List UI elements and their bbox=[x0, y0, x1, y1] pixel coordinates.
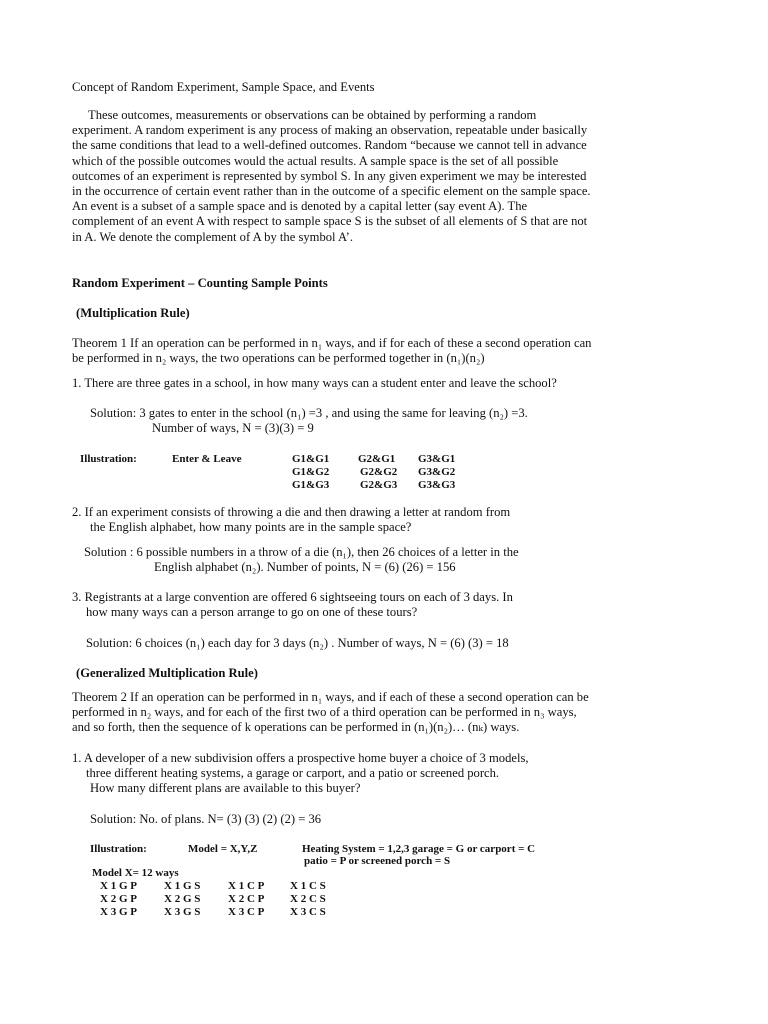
illustration-cell: G3&G2 bbox=[418, 466, 456, 478]
illustration-column-label: Enter & Leave bbox=[172, 453, 242, 465]
illustration-cell: G3&G3 bbox=[418, 479, 456, 491]
illustration-patio: patio = P or screened porch = S bbox=[304, 855, 451, 867]
question-1-solution bbox=[90, 406, 528, 436]
illustration-heating: Heating System = 1,2,3 garage = G or carport = C bbox=[302, 843, 536, 855]
question-2-solution bbox=[84, 545, 519, 575]
illustration-model-x: Model X= 12 ways bbox=[92, 867, 179, 879]
intro-line: experiment. A random experiment is any process of making an observation, repeatable under basically bbox=[72, 123, 588, 138]
illustration-cell: X 2 G S bbox=[164, 893, 201, 905]
intro-line: in the occurrence of certain event rather than in the outcome of a specific element on the sample space. bbox=[72, 184, 591, 199]
solution-line: English alphabet (n₂). Number of points, N = (6) (26) = 156 bbox=[154, 560, 456, 575]
illustration-cell: X 3 G P bbox=[100, 906, 137, 918]
page-title: Concept of Random Experiment, Sample Space, and Events bbox=[72, 80, 375, 94]
intro-line: These outcomes, measurements or observations can be obtained by performing a random bbox=[88, 108, 537, 122]
multiplication-rule-heading: (Multiplication Rule) bbox=[76, 306, 190, 320]
illustration-cell: X 3 G S bbox=[164, 906, 201, 918]
illustration-cell: X 1 C S bbox=[290, 880, 326, 892]
illustration-cell: X 3 C P bbox=[228, 906, 265, 918]
question-1: 1. There are three gates in a school, in how many ways can a student enter and leave the school? bbox=[72, 376, 557, 390]
section-heading: Random Experiment – Counting Sample Points bbox=[72, 276, 328, 290]
generalized-multiplication-heading: (Generalized Multiplication Rule) bbox=[76, 666, 258, 680]
illustration-cell: X 1 G S bbox=[164, 880, 201, 892]
intro-line: An event is a subset of a sample space and is denoted by a capital letter (say event A). The bbox=[72, 199, 528, 214]
illustration-cell: G1&G1 bbox=[292, 453, 330, 465]
question-line: 1. A developer of a new subdivision offers a prospective home buyer a choice of 3 models, bbox=[72, 751, 529, 765]
illustration-label: Illustration: bbox=[90, 843, 147, 855]
question-line: How many different plans are available to this buyer? bbox=[90, 781, 361, 796]
question-4 bbox=[72, 751, 529, 797]
theorem-line: performed in n₂ ways, and for each of the first two of a third operation can be performed in n₃ ways, bbox=[72, 705, 577, 720]
solution-line: Solution: 3 gates to enter in the school (n₁) =3 , and using the same for leaving (n₂) =3. bbox=[90, 406, 528, 420]
illustration-cell: G1&G2 bbox=[292, 466, 330, 478]
illustration-cell: G2&G1 bbox=[358, 453, 396, 465]
theorem-line: Theorem 1 If an operation can be performed in n₁ ways, and if for each of these a second operation can bbox=[72, 336, 592, 350]
question-line: how many ways can a person arrange to go on one of these tours? bbox=[86, 605, 418, 620]
theorem-1 bbox=[72, 336, 591, 366]
question-line: 3. Registrants at a large convention are offered 6 sightseeing tours on each of 3 days. In bbox=[72, 590, 513, 604]
intro-line: complement of an event A with respect to sample space S is the subset of all elements of S that are not bbox=[72, 214, 588, 229]
illustration-cell: G2&G2 bbox=[360, 466, 398, 478]
question-line: 2. If an experiment consists of throwing a die and then drawing a letter at random from bbox=[72, 505, 511, 519]
illustration-cell: X 1 C P bbox=[228, 880, 265, 892]
illustration-model: Model = X,Y,Z bbox=[188, 843, 258, 855]
question-4-solution: Solution: No. of plans. N= (3) (3) (2) (2) = 36 bbox=[90, 812, 322, 826]
illustration-cell: X 3 C S bbox=[290, 906, 326, 918]
intro-paragraph bbox=[72, 108, 591, 245]
illustration-cell: X 2 C P bbox=[228, 893, 265, 905]
illustration-cell: G3&G1 bbox=[418, 453, 456, 465]
intro-line: in A. We denote the complement of A by the symbol A’. bbox=[72, 229, 354, 244]
intro-line: which of the possible outcomes would the actual results. A sample space is the set of all possible bbox=[72, 153, 559, 168]
question-3-solution: Solution: 6 choices (n₁) each day for 3 days (n₂) . Number of ways, N = (6) (3) = 18 bbox=[86, 636, 509, 650]
question-line: the English alphabet, how many points are in the sample space? bbox=[90, 520, 412, 535]
theorem-line: and so forth, then the sequence of k operations can be performed in (n₁)(n₂)… (nₖ) ways. bbox=[72, 720, 520, 735]
illustration-cell: G1&G3 bbox=[292, 479, 330, 491]
illustration-cell: G2&G3 bbox=[360, 479, 398, 491]
question-3 bbox=[72, 590, 513, 620]
solution-line: Solution : 6 possible numbers in a throw of a die (n₁), then 26 choices of a letter in the bbox=[84, 545, 519, 559]
illustration-label: Illustration: bbox=[80, 453, 137, 465]
theorem-line: Theorem 2 If an operation can be performed in n₁ ways, and if each of these a second operation can be bbox=[72, 690, 589, 704]
theorem-line: be performed in n₂ ways, the two operations can be performed together in (n₁)(n₂) bbox=[72, 351, 485, 366]
intro-line: outcomes of an experiment is represented by symbol S. In any given experiment we may be interested bbox=[72, 168, 587, 183]
intro-line: the same conditions that lead to a well-defined outcomes. Random “because we cannot tell in advance bbox=[72, 138, 587, 153]
illustration-cell: X 2 C S bbox=[290, 893, 326, 905]
theorem-2 bbox=[72, 690, 589, 736]
question-line: three different heating systems, a garage or carport, and a patio or screened porch. bbox=[86, 766, 500, 781]
solution-line: Number of ways, N = (3)(3) = 9 bbox=[152, 421, 314, 436]
question-2 bbox=[72, 505, 510, 535]
illustration-cell: X 1 G P bbox=[100, 880, 137, 892]
illustration-cell: X 2 G P bbox=[100, 893, 137, 905]
